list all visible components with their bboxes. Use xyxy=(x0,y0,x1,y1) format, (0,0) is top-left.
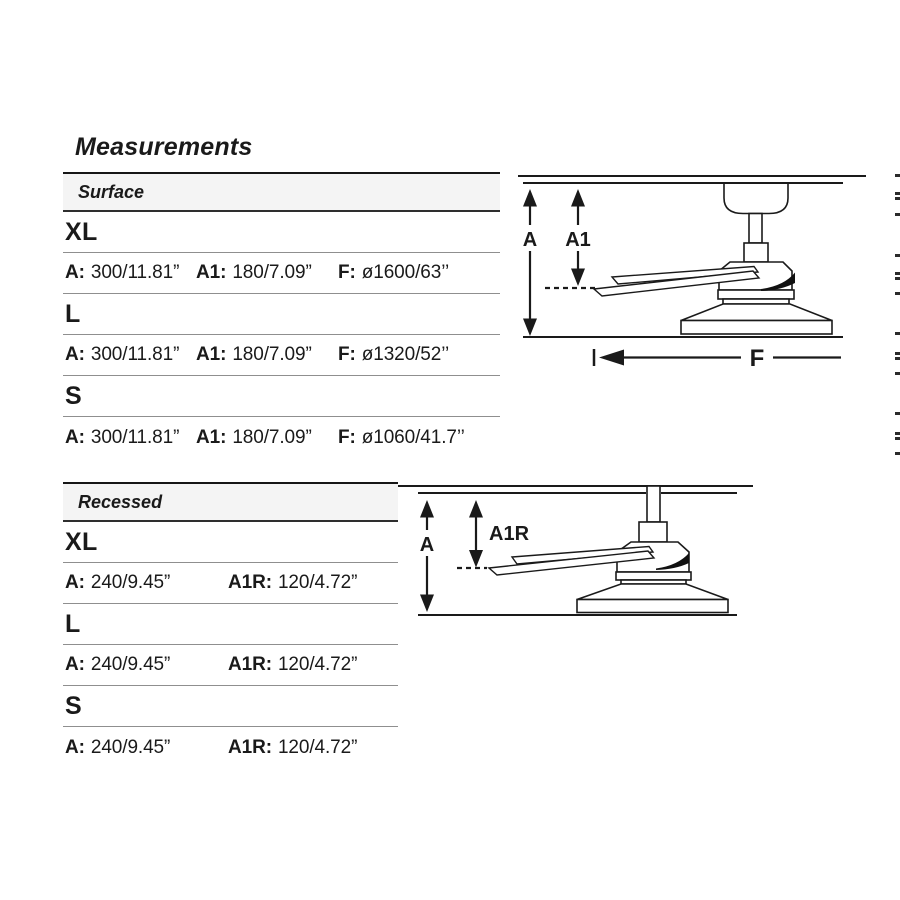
size-label: L xyxy=(65,609,81,638)
dimension-label-a: A xyxy=(419,534,435,556)
arrowhead-a1r-bottom xyxy=(469,550,483,568)
arrowhead-a-top xyxy=(523,189,537,207)
cropped-text-fragment xyxy=(895,437,900,440)
cropped-text-fragment xyxy=(895,357,900,360)
spec-f: F: ø1320/52’’ xyxy=(338,344,450,365)
dimension-label-f: F xyxy=(749,345,765,372)
size-label: S xyxy=(65,381,82,410)
spec-a: A: 240/9.45” xyxy=(65,736,171,758)
arrowhead-a-bottom xyxy=(420,595,434,613)
motor-band xyxy=(718,290,794,299)
surface-spec-row-l xyxy=(63,335,500,376)
recessed-measurements-table xyxy=(63,482,398,768)
arrowhead-a1-top xyxy=(571,189,585,207)
dimension-label-a1r: A1R xyxy=(489,523,530,545)
arrowhead-a1-bottom xyxy=(571,269,585,287)
cropped-text-fragment xyxy=(895,254,900,257)
cropped-text-fragment xyxy=(895,174,900,177)
dimension-label-a: A xyxy=(522,229,538,251)
surface-size-row-xl xyxy=(63,212,500,253)
recessed-size-row-s xyxy=(63,686,398,727)
spec-a1r: A1R: 120/4.72” xyxy=(228,736,358,758)
surface-size-row-s xyxy=(63,376,500,417)
surface-section-header xyxy=(63,172,500,212)
cropped-text-fragment xyxy=(895,432,900,435)
cropped-text-fragment xyxy=(895,412,900,415)
spec-a: A: 240/9.45” xyxy=(65,572,171,593)
arrowhead-a-top xyxy=(420,500,434,518)
spec-a1: A1: 180/7.09” xyxy=(196,426,312,448)
downrod-coupling xyxy=(744,243,768,262)
light-kit-base xyxy=(577,600,728,613)
dimension-arrow-f xyxy=(594,345,841,372)
downrod xyxy=(647,486,660,522)
spec-a1: A1: 180/7.09” xyxy=(196,344,312,365)
recessed-section-header-label: Recessed xyxy=(78,491,163,512)
cropped-text-fragment xyxy=(895,272,900,275)
size-label: L xyxy=(65,299,81,328)
downrod-coupling xyxy=(639,522,667,542)
spec-a: A: 300/11.81” xyxy=(65,426,180,448)
cropped-text-fragment xyxy=(895,292,900,295)
cropped-text-fragment xyxy=(895,352,900,355)
recessed-spec-row-l xyxy=(63,645,398,686)
size-label: XL xyxy=(65,217,98,246)
recessed-size-row-l xyxy=(63,604,398,645)
spec-a1r: A1R: 120/4.72” xyxy=(228,572,358,593)
light-kit-base xyxy=(681,321,832,335)
arrowhead-f-left xyxy=(599,350,624,366)
surface-section-header-label: Surface xyxy=(78,181,145,202)
surface-spec-row-s xyxy=(63,417,500,458)
spec-a1r: A1R: 120/4.72” xyxy=(228,654,358,675)
size-label: S xyxy=(65,691,82,720)
canopy xyxy=(724,184,788,214)
cropped-text-fragment xyxy=(895,332,900,335)
surface-size-row-l xyxy=(63,294,500,335)
cropped-text-fragment xyxy=(895,213,900,216)
arrowhead-a-bottom xyxy=(523,319,537,337)
spec-a1: A1: 180/7.09” xyxy=(196,262,312,283)
spec-a: A: 300/11.81” xyxy=(65,344,180,365)
light-kit-shade xyxy=(681,304,832,321)
recessed-mounting-diagram xyxy=(393,478,763,623)
surface-mounting-diagram xyxy=(515,168,875,373)
recessed-size-row-xl xyxy=(63,522,398,563)
surface-spec-row-xl xyxy=(63,253,500,294)
recessed-section-header xyxy=(63,482,398,522)
size-label: XL xyxy=(65,527,98,556)
light-kit-shade xyxy=(577,584,728,600)
arrowhead-a1r-top xyxy=(469,500,483,518)
spec-a: A: 240/9.45” xyxy=(65,654,171,675)
spec-a: A: 300/11.81” xyxy=(65,262,180,283)
recessed-spec-row-s xyxy=(63,727,398,768)
recessed-spec-row-xl xyxy=(63,563,398,604)
downrod xyxy=(749,214,762,244)
motor-band xyxy=(616,572,691,580)
page-title: Measurements xyxy=(75,133,253,161)
cropped-text-fragment xyxy=(895,197,900,200)
spec-f: F: ø1060/41.7’’ xyxy=(338,426,465,448)
dimension-label-a1: A1 xyxy=(565,229,591,251)
surface-measurements-table xyxy=(63,172,500,458)
cropped-text-fragment xyxy=(895,277,900,280)
cropped-text-fragment xyxy=(895,452,900,455)
cropped-text-fragment xyxy=(895,192,900,195)
spec-f: F: ø1600/63’’ xyxy=(338,262,450,283)
cropped-text-fragment xyxy=(895,372,900,375)
